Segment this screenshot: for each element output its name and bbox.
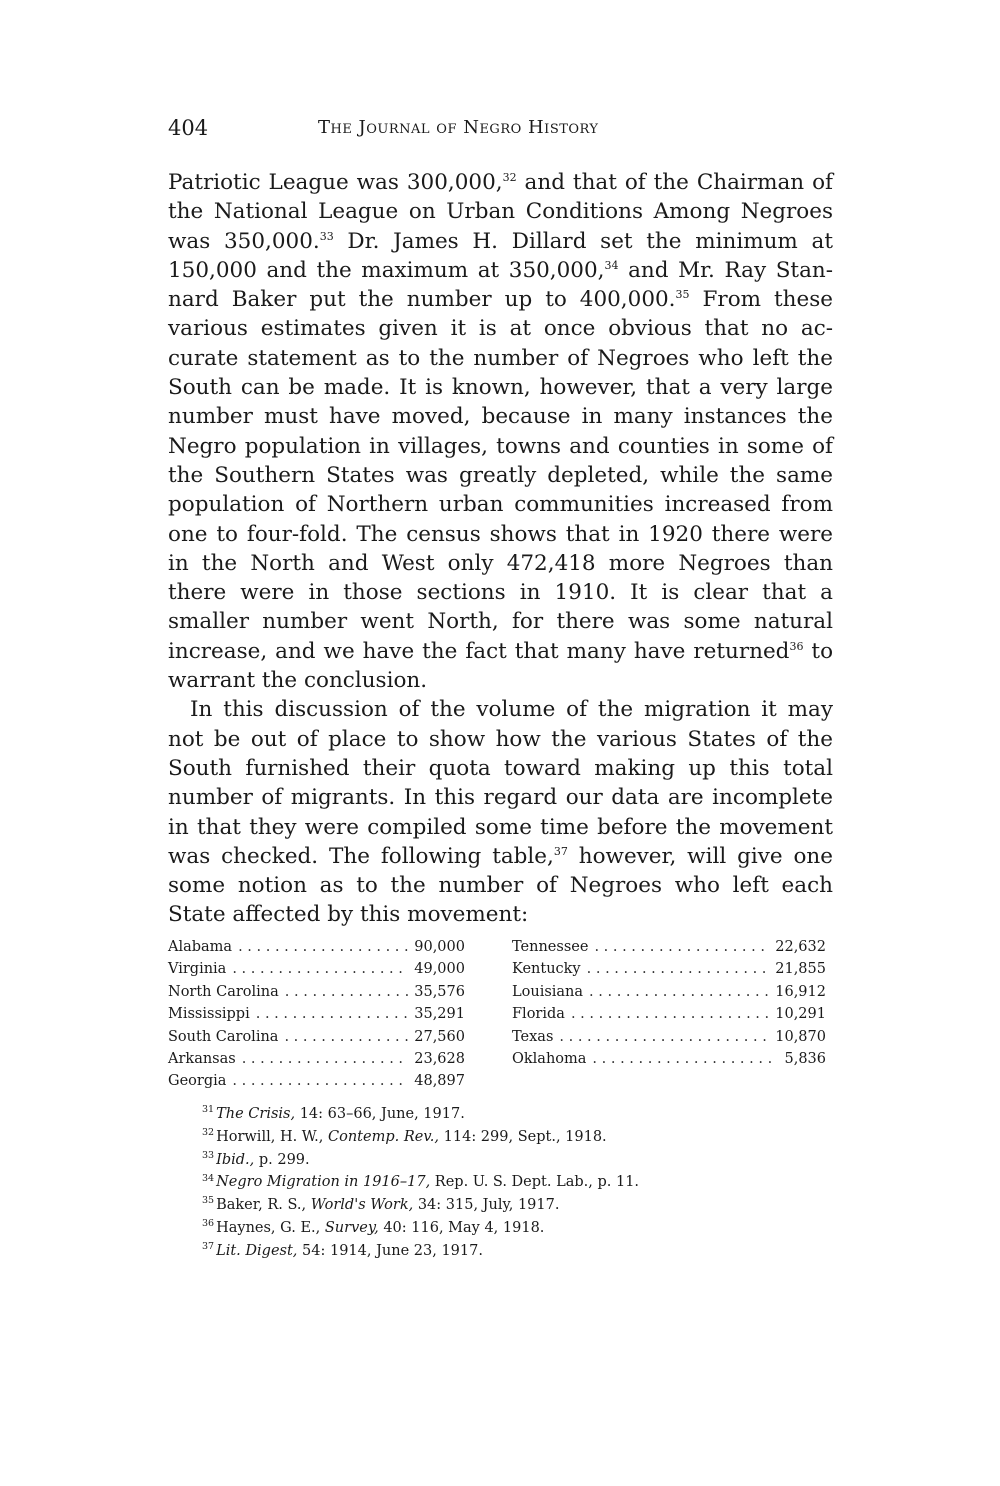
footnote-ref: 36 — [789, 639, 804, 653]
footnote-author: Haynes, G. E., — [216, 1219, 325, 1236]
footnote-title: Survey, — [324, 1219, 379, 1236]
state-value: 10,291 — [775, 1006, 826, 1023]
state-value: 27,560 — [414, 1028, 465, 1045]
table-row — [168, 936, 465, 958]
footnote-mark: 36 — [202, 1218, 215, 1230]
footnote-title: Negro Migration in 1916–17, — [216, 1174, 431, 1191]
state-value: 90,000 — [414, 939, 465, 955]
state-name: Arkansas — [168, 1050, 236, 1067]
footnote-mark: 33 — [202, 1149, 215, 1161]
footnote-text: 54: 1914, June 23, 1917. — [297, 1242, 483, 1259]
state-name: Oklahoma — [512, 1050, 587, 1067]
dot-leader — [285, 981, 408, 1003]
state-value: 22,632 — [775, 939, 826, 955]
state-value: 35,576 — [414, 983, 465, 1000]
text-run: Patriotic League was 300,000, — [168, 170, 503, 195]
footnote-title: The Crisis, — [216, 1106, 296, 1122]
text-run: From these various estimates given it is at once obvious that no accurate statement as to the number of Negroes who left the South can be made. It is known, however, that a very large number must have moved, because in many instances the Negro population in villages, towns and counties in some of the Southern States was greatly depleted, while the same population of Northern urban communities increased from one to four-fold. The census shows that in 1920 there were in the North and West only 472,418 more Negroes than there were in those sections in 1910. It is clear that a smaller number went North, for there was some natural increase, and we have the fact that many have returned — [168, 287, 833, 664]
footnote-text: 40: 116, May 4, 1918. — [378, 1219, 545, 1236]
table-row — [168, 1003, 465, 1025]
footnote-mark: 37 — [202, 1240, 215, 1252]
dot-leader — [242, 1048, 409, 1070]
footnote-mark: 35 — [202, 1195, 215, 1207]
state-name: Kentucky — [512, 961, 581, 978]
footnote — [202, 1149, 802, 1172]
footnote-text: p. 299. — [254, 1151, 310, 1168]
footnote-author: Horwill, H. W., — [216, 1128, 329, 1145]
state-value: 48,897 — [414, 1073, 465, 1090]
paragraph-2 — [168, 695, 833, 929]
state-name: Virginia — [168, 961, 227, 978]
table-row — [168, 958, 465, 980]
table-row — [168, 1048, 465, 1070]
footnote-author: Baker, R. S., — [216, 1197, 311, 1214]
state-name: Louisiana — [512, 983, 584, 1000]
footnote-title: World's Work, — [310, 1197, 414, 1214]
footnote-mark: 34 — [202, 1172, 215, 1184]
dot-leader — [559, 1026, 769, 1048]
state-value: 23,628 — [414, 1050, 465, 1067]
body-text — [168, 168, 833, 930]
dot-leader — [238, 936, 408, 958]
text-run: to warrant the conclusion. — [168, 638, 834, 694]
footnote-ref: 32 — [502, 170, 517, 184]
dot-leader — [232, 958, 408, 980]
table-column-left — [168, 936, 465, 1093]
footnote-mark: 32 — [202, 1126, 215, 1138]
table-row — [512, 936, 826, 958]
table-row — [512, 1026, 826, 1048]
footnote-title: Ibid., — [216, 1151, 255, 1168]
text-run: In this discussion of the volume of the migration it may not be out of place to show how the various States of the South furnished their quota toward making up this total number of migrants. In this regard our data are incomplete in that they were compiled some time before the movement was checked. The following table, — [168, 697, 833, 869]
state-value: 10,870 — [775, 1028, 826, 1045]
state-value: 35,291 — [414, 1006, 465, 1023]
footnote — [202, 1217, 802, 1240]
state-name: Georgia — [168, 1073, 227, 1090]
footnote — [202, 1126, 802, 1149]
footnote — [202, 1171, 802, 1194]
footnote-title: Lit. Digest, — [216, 1242, 298, 1259]
table-row — [512, 981, 826, 1003]
text-run: however, will give one some notion as to the number of Negroes who left each State affected by this movement: — [168, 843, 833, 928]
dot-leader — [592, 1048, 778, 1070]
footnote-text: Rep. U. S. Dept. Lab., p. 11. — [430, 1174, 640, 1191]
footnote-mark: 31 — [202, 1104, 215, 1116]
state-value: 21,855 — [775, 961, 826, 978]
dot-leader — [284, 1026, 408, 1048]
text-run: Dr. James H. Dillard set the minimum at 150,000 and the maximum at 350,000, — [168, 228, 833, 283]
state-name: Texas — [512, 1028, 554, 1045]
dot-leader — [594, 936, 769, 958]
dot-leader — [589, 981, 769, 1003]
footnote-text: 34: 315, July, 1917. — [413, 1197, 560, 1214]
footnote — [202, 1194, 802, 1217]
state-name: South Carolina — [168, 1028, 279, 1045]
footnote — [202, 1240, 802, 1263]
table-column-right — [512, 936, 826, 1070]
footnote — [202, 1103, 802, 1126]
footnotes — [202, 1103, 802, 1263]
state-name: North Carolina — [168, 983, 279, 1000]
footnote-ref: 33 — [319, 229, 334, 243]
footnote-ref: 34 — [604, 258, 619, 272]
running-title: The Journal of Negro History — [318, 117, 599, 138]
state-name: Tennessee — [512, 939, 589, 955]
table-row — [168, 1070, 465, 1092]
footnote-title: Contemp. Rev., — [328, 1128, 440, 1145]
table-row — [512, 1003, 826, 1025]
dot-leader — [232, 1070, 408, 1092]
state-value: 16,912 — [775, 983, 826, 1000]
state-name: Alabama — [168, 939, 233, 955]
footnote-text: 14: 63–66, June, 1917. — [295, 1106, 465, 1122]
text-run: and that of the Chairman of the National League on Urban Conditions Among Negroes was 350,000. — [168, 170, 833, 254]
dot-leader — [256, 1003, 409, 1025]
state-name: Mississippi — [168, 1006, 250, 1023]
state-name: Florida — [512, 1006, 565, 1023]
dot-leader — [587, 958, 770, 980]
paragraph-1 — [168, 168, 833, 695]
page-header — [168, 116, 833, 146]
footnote-ref: 37 — [553, 844, 568, 858]
footnote-ref: 35 — [675, 288, 690, 302]
page-number: 404 — [168, 116, 209, 140]
table-row — [168, 981, 465, 1003]
state-value: 49,000 — [414, 961, 465, 978]
table-row — [512, 1048, 826, 1070]
footnote-text: 114: 299, Sept., 1918. — [439, 1128, 607, 1145]
state-value: 5,836 — [784, 1050, 826, 1067]
dot-leader — [571, 1003, 769, 1025]
table-row — [168, 1026, 465, 1048]
table-row — [512, 958, 826, 980]
text-run: and Mr. Ray Stannard Baker put the number up to 400,000. — [168, 257, 833, 313]
